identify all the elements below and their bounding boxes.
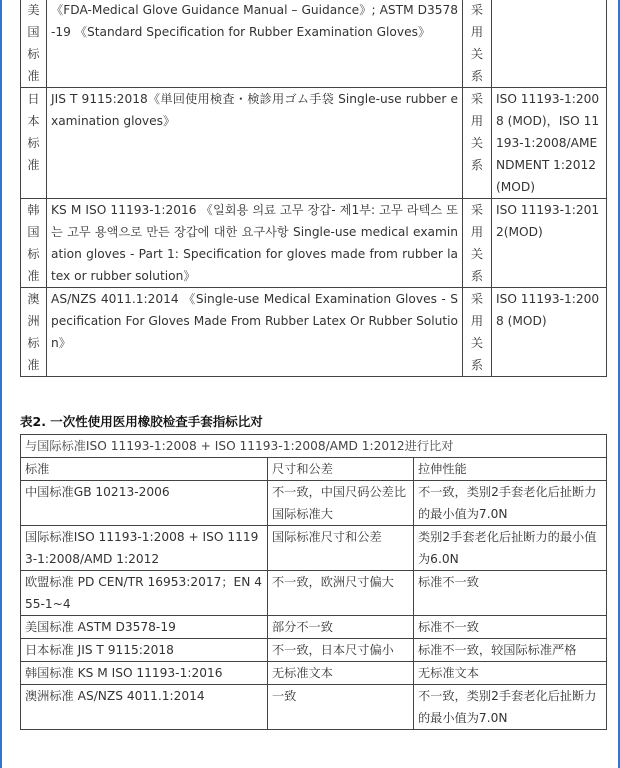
merged-header: 与国际标准ISO 11193-1:2008 + ISO 11193-1:2008/AMD 1:2012进行比对 [21,435,607,458]
size-tolerance-cell: 不一致，中国尺码公差比国际标准大 [268,481,414,526]
standard-cell: 《FDA-Medical Glove Guidance Manual – Guidance》; ASTM D3578-19 《Standard Specification for Rubber Examination Gloves》 [47,0,463,88]
size-tolerance-cell: 一致 [268,685,414,730]
standard-name-cell: 欧盟标准 PD CEN/TR 16953:2017；EN 455-1~4 [21,571,268,616]
table-row [21,88,607,199]
table-row [21,288,607,377]
tensile-cell: 类别2手套老化后扯断力的最小值为6.0N [414,526,607,571]
table-row [21,481,607,526]
size-tolerance-cell: 国际标准尺寸和公差 [268,526,414,571]
table-row [21,526,607,571]
tensile-cell: 标准不一致，较国际标准严格 [414,639,607,662]
relation-cell: 采用关系 [470,203,484,283]
merged-header-row [21,435,607,458]
size-tolerance-cell: 无标准文本 [268,662,414,685]
size-tolerance-cell: 部分不一致 [268,616,414,639]
region-cell: 澳洲标准 [27,292,40,372]
tensile-cell: 不一致，类别2手套老化后扯断力的最小值为7.0N [414,685,607,730]
tensile-cell: 标准不一致 [414,571,607,616]
standards-table [20,0,607,377]
relation-cell: 采用关系 [470,292,484,372]
standard-cell: KS M ISO 11193-1:2016 《일회용 의료 고무 장갑- 제1부: 고무 라텍스 또는 고무 용액으로 만든 장갑에 대한 요구사항 Single-use medical examination gloves - Part 1: Specification for gloves made from rubber latex or rubber solution》 [47,199,463,288]
table-caption: 表2. 一次性使用医用橡胶检查手套指标比对 [20,414,263,429]
table-row [21,616,607,639]
size-tolerance-cell: 不一致，日本尺寸偏小 [268,639,414,662]
tensile-cell: 标准不一致 [414,616,607,639]
iso-cell [492,0,607,88]
table-row [21,571,607,616]
tensile-cell: 不一致，类别2手套老化后扯断力的最小值为7.0N [414,481,607,526]
standard-name-cell: 美国标准 ASTM D3578-19 [21,616,268,639]
relation-cell: 采用关系 [470,92,484,172]
size-tolerance-cell: 不一致，欧洲尺寸偏大 [268,571,414,616]
standard-cell: JIS T 9115:2018《単回使用検査・検診用ゴム手袋 Single-use rubber examination gloves》 [47,88,463,199]
region-cell: 美国标准 [27,3,40,83]
iso-cell: ISO 11193-1:2008 (MOD) [492,288,607,377]
header-row [21,458,607,481]
standard-cell: AS/NZS 4011.1:2014 《Single-use Medical Examination Gloves - Specification For Gloves Made From Rubber Latex Or Rubber Solution》 [47,288,463,377]
iso-cell: ISO 11193-1:2008 (MOD)，ISO 11193-1:2008/AMENDMENT 1:2012 (MOD) [492,88,607,199]
standard-name-cell: 韩国标准 KS M ISO 11193-1:2016 [21,662,268,685]
tensile-cell: 无标准文本 [414,662,607,685]
region-cell: 日本标准 [27,92,40,172]
region-cell: 韩国标准 [27,203,40,283]
comparison-table [20,434,607,730]
standard-name-cell: 中国标准GB 10213-2006 [21,481,268,526]
standard-name-cell: 澳洲标准 AS/NZS 4011.1:2014 [21,685,268,730]
column-header: 拉伸性能 [414,458,607,481]
table-row [21,199,607,288]
standard-name-cell: 国际标准ISO 11193-1:2008 + ISO 11193-1:2008/AMD 1:2012 [21,526,268,571]
column-header: 标准 [21,458,268,481]
column-header: 尺寸和公差 [268,458,414,481]
relation-cell: 采用关系 [470,3,484,83]
standard-name-cell: 日本标准 JIS T 9115:2018 [21,639,268,662]
table-row [21,0,607,88]
table-row [21,685,607,730]
table-row [21,639,607,662]
iso-cell: ISO 11193-1:2012(MOD) [492,199,607,288]
table-row [21,662,607,685]
